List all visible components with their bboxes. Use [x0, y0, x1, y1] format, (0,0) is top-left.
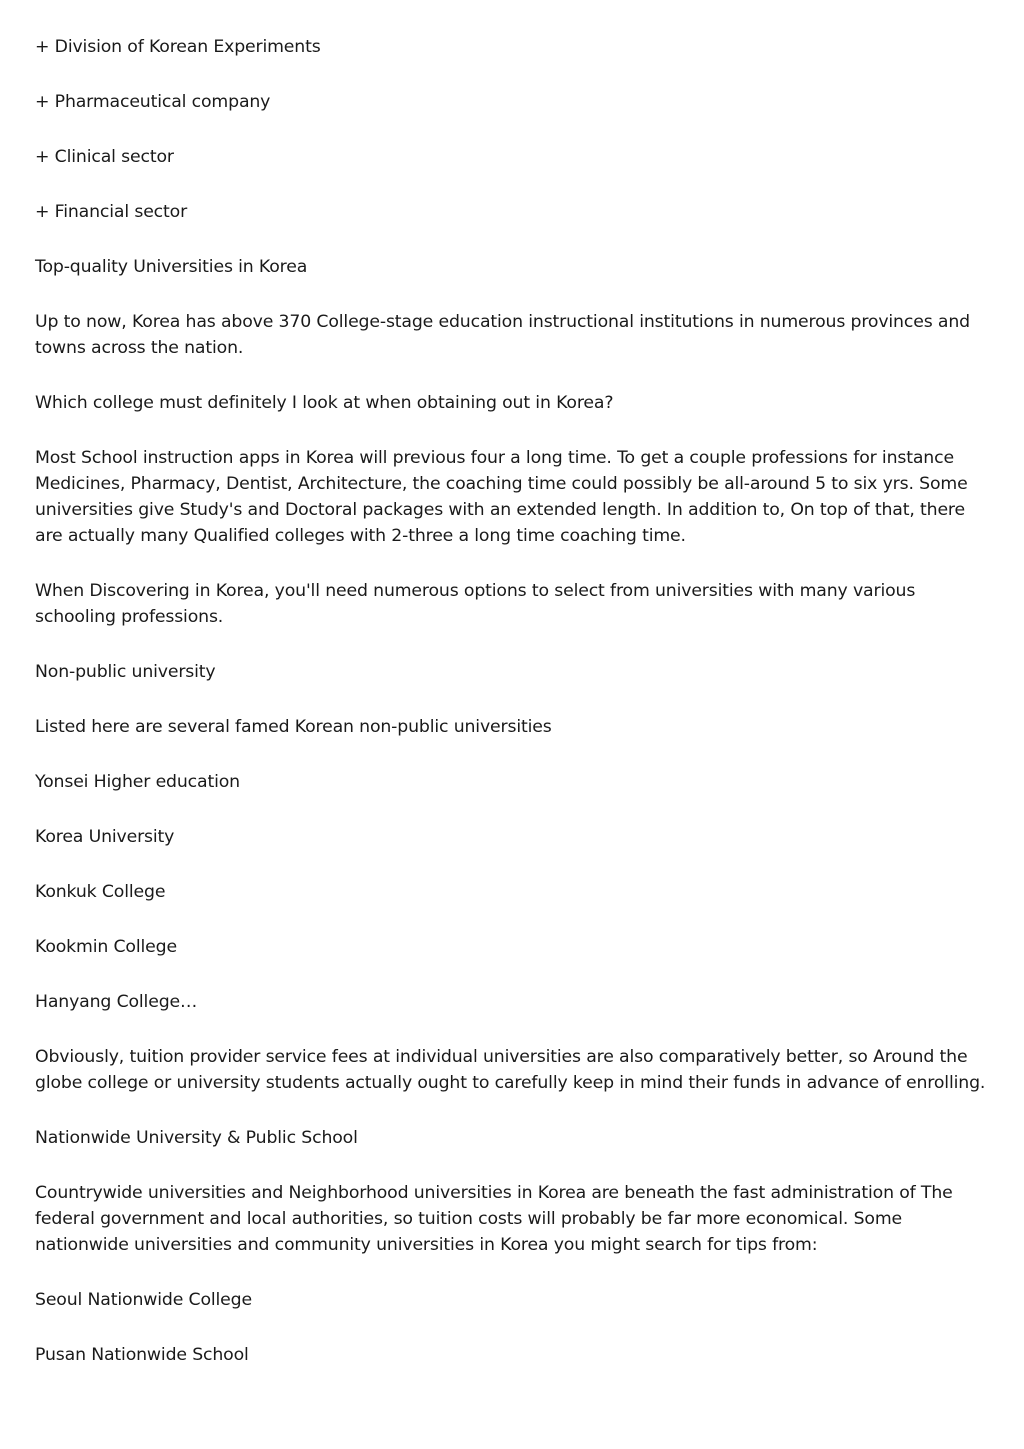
- list-item-kookmin: Kookmin College: [35, 937, 177, 957]
- paragraph-program-length: Most School instruction apps in Korea will previous four a long time. To get a couple professions for instance Medicines, Pharmacy, Dentist, Architecture, the coaching time could possibly be all-around 5 to six yrs. Some universities give Study's and Doctoral packages with an extended length. In addition to, On top of that, there are actually many Qualified colleges with 2-three a long time coaching time.: [35, 448, 968, 546]
- paragraph-institution-count: Up to now, Korea has above 370 College-stage education instructional institutions in numerous provinces and towns across the nation.: [35, 312, 970, 358]
- list-item-pusan-national: Pusan Nationwide School: [35, 1345, 249, 1365]
- paragraph-tuition-private: Obviously, tuition provider service fees at individual universities are also comparatively better, so Around the globe college or university students actually ought to carefully keep in mind their funds in advance of enrolling.: [35, 1047, 986, 1093]
- heading-national-public: Nationwide University & Public School: [35, 1128, 358, 1148]
- list-item-konkuk: Konkuk College: [35, 882, 166, 902]
- bullet-clinical: + Clinical sector: [35, 147, 174, 167]
- paragraph-options: When Discovering in Korea, you'll need numerous options to select from universities with many various schooling professions.: [35, 581, 916, 627]
- bullet-korean-experiments: + Division of Korean Experiments: [35, 37, 321, 57]
- bullet-pharmaceutical: + Pharmaceutical company: [35, 92, 271, 112]
- heading-top-universities: Top-quality Universities in Korea: [35, 257, 308, 277]
- list-item-korea-university: Korea University: [35, 827, 175, 847]
- list-item-seoul-national: Seoul Nationwide College: [35, 1290, 252, 1310]
- document-body: [35, 34, 990, 1397]
- heading-non-public: Non-public university: [35, 662, 216, 682]
- question-which-college: Which college must definitely I look at when obtaining out in Korea?: [35, 393, 614, 413]
- paragraph-non-public-intro: Listed here are several famed Korean non-public universities: [35, 717, 552, 737]
- list-item-yonsei: Yonsei Higher education: [35, 772, 240, 792]
- list-item-hanyang: Hanyang College…: [35, 992, 198, 1012]
- paragraph-national-public: Countrywide universities and Neighborhood universities in Korea are beneath the fast administration of The federal government and local authorities, so tuition costs will probably be far more economical. Some nationwide universities and community universities in Korea you might search for tips from:: [35, 1183, 953, 1255]
- bullet-financial: + Financial sector: [35, 202, 188, 222]
